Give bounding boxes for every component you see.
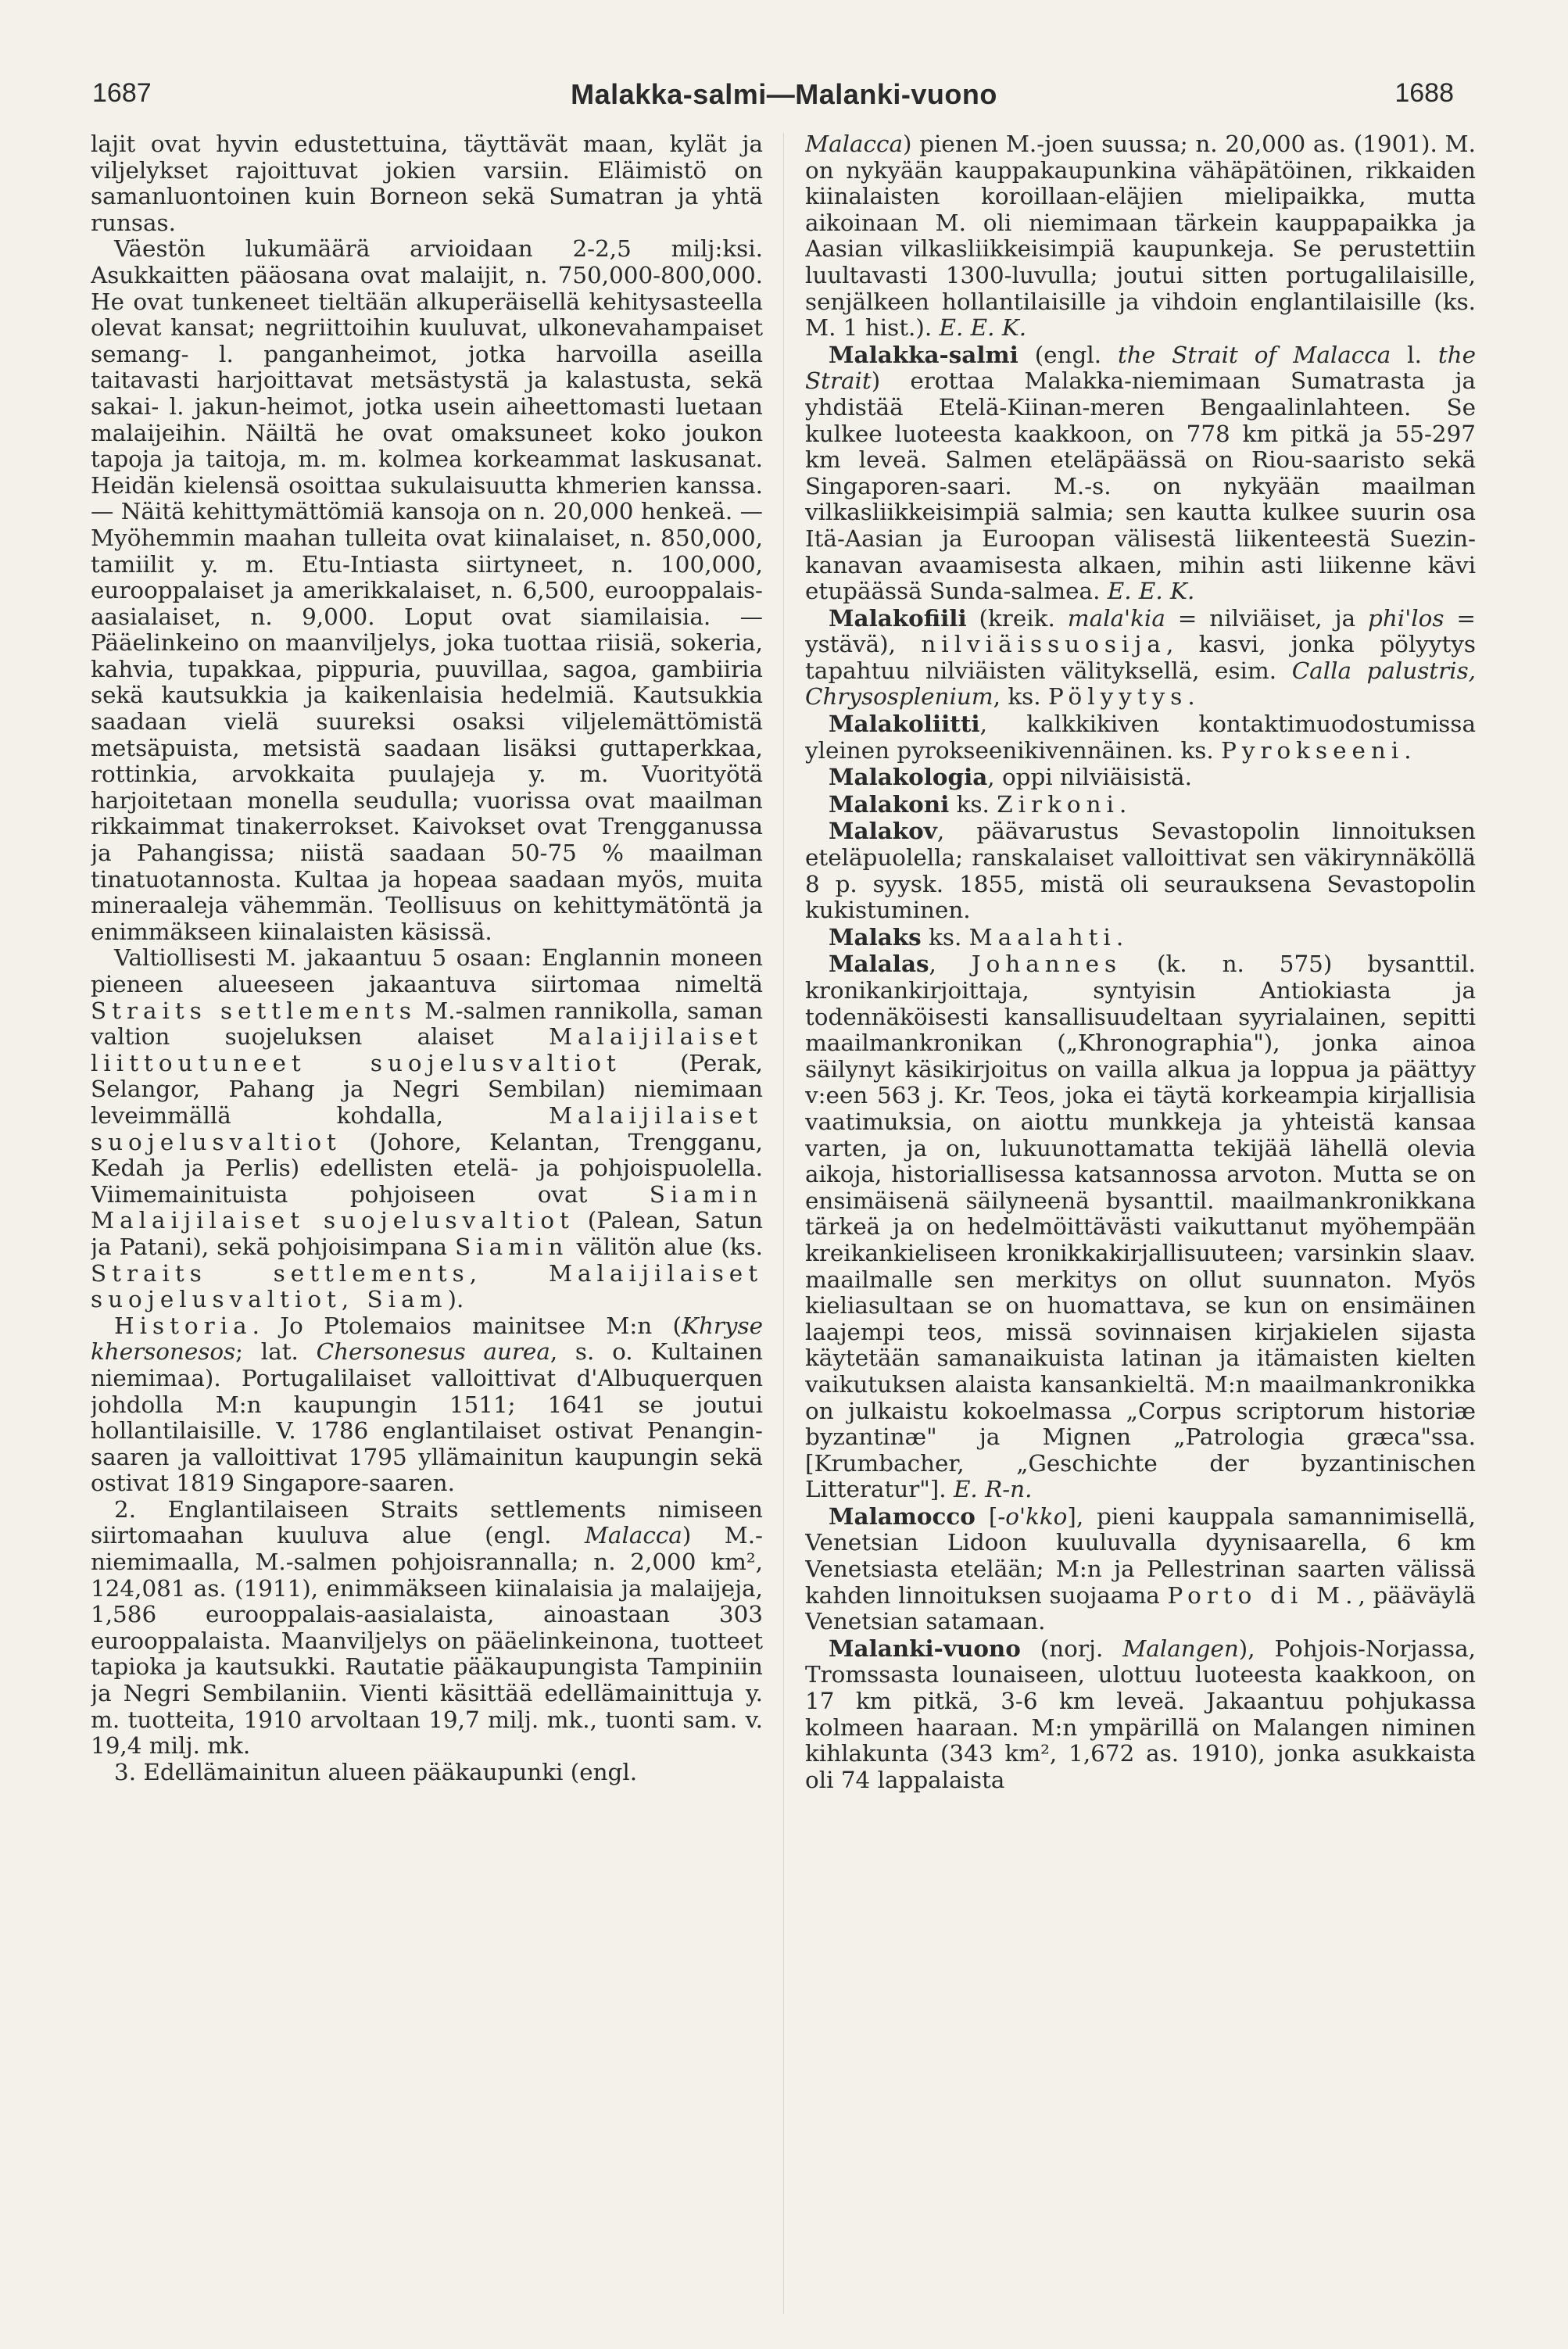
- paragraph: 2. Englantilaiseen Straits settlements nimiseen siirtomaahan kuuluva alue (engl. Malacca) M.-niemimaalla, M.-salmen pohjoisrannalla; n. 2,000 km², 124,081 as. (1911), enimmäkseen kiinalaisia ja malaijeja, 1,586 eurooppalais-aasialaista, ainoastaan 303 eurooppalaista. Maanviljelys on pääelinkeinona, tuotteet tapioka ja kautsukki. Rautatie pääkaupungista Tampiniin ja Negri Sembilaniin. Vienti käsittää edellämainittuja y. m. tuotteita, 1910 arvoltaan 19,7 milj. mk., tuonti sam. v. 19,4 milj. mk.: [91, 1495, 763, 1760]
- entry-malakka-salmi: Malakka-salmi (engl. the Strait of Malacca l. the Strait) erottaa Malakka-niemimaan Sumatrasta ja yhdistää Etelä-Kiinan-meren Bengaalinlahteen. Se kulkee luoteesta kaakkoon, on 778 km pitkä ja 55-297 km leveä. Salmen eteläpäässä on Riou-saaristo sekä Singaporen-saari. M.-s. on nykyään maailman vilkasliikkeisimpiä salmia; sen kautta kulkee suurin osa Itä-Aasian ja Euroopan välisestä liikenteestä Suezin-kanavan avaamisesta alkaen, mihin asti liikenne kävi etupäässä Sunda-salmea. E. E. K.: [805, 340, 1476, 605]
- right-column: [805, 131, 1476, 2320]
- paragraph: Malacca) pienen M.-joen suussa; n. 20,000 as. (1901). M. on nykyään kauppakaupunkina vähäpätöinen, rikkaiden kiinalaisten koroillaan-eläjien mielipaikka, mutta aikoinaan M. oli niemimaan tärkein kauppapaikka ja Aasian vilkasliikkeisimpiä kaupunkeja. Se perustettiin luultavasti 1300-luvulla; joutui sitten portugalilaisille, senjälkeen hollantilaisille ja vihdoin englantilaisille (ks. M. 1 hist.). E. E. K.: [805, 131, 1476, 342]
- entry-malakoni: Malakoni ks. Zirkoni.: [829, 790, 1127, 818]
- entry-malakofiili: Malakofiili (kreik. mala'kia = nilviäiset, ja phi'los = ystävä), nilviäissuosija, kasvi, jonka pölyytys tapahtuu nilviäisten välityksellä, esim. Calla palustris, Chrysosplenium, ks. Pölyytys.: [805, 603, 1476, 711]
- running-title: Malakka-salmi—Malanki-vuono: [571, 78, 997, 110]
- page-number-right: 1688: [1394, 78, 1454, 108]
- paragraph: Valtiollisesti M. jakaantuu 5 osaan: Englannin moneen pieneen alueeseen jakaantuva siirtomaa nimeltä Straits settlements M.-salmen rannikolla, saman valtion suojeluksen alaiset Malaijilaiset liittoutuneet suojelusvaltiot (Perak, Selangor, Pahang ja Negri Sembilan) niemimaan leveimmällä kohdalla, Malaijilaiset suojelusvaltiot (Johore, Kelantan, Trengganu, Kedah ja Perlis) edellisten etelä- ja pohjoispuolella. Viimemainituista pohjoiseen ovat Siamin Malaijilaiset suojelusvaltiot (Palean, Satun ja Patani), sekä pohjoisimpana Siamin välitön alue (ks. Straits settlements, Malaijilaiset suojelusvaltiot, Siam).: [91, 944, 763, 1313]
- entry-malaks: Malaks ks. Maalahti.: [829, 922, 1124, 951]
- paragraph: lajit ovat hyvin edustettuina, täyttävät maan, kylät ja viljelykset rajoittuvat jokien varsiin. Eläimistö on samanluontoinen kuin Borneon sekä Sumatran ja yhtä runsas.: [91, 131, 763, 236]
- column-divider: [783, 133, 784, 2314]
- paragraph: Historia. Jo Ptolemaios mainitsee M:n (Khryse khersonesos; lat. Chersonesus aurea, s. o. Kultainen niemimaa). Portugalilaiset valloittivat d'Albuquerquen johdolla M:n kaupungin 1511; 1641 se joutui hollantilaisille. V. 1786 englantilaiset ostivat Penangin-saaren ja valloittivat 1795 yllämainitun kaupungin sekä ostivat 1819 Singapore-saaren.: [91, 1312, 763, 1497]
- entry-malalas: Malalas, Johannes (k. n. 575) bysanttil. kronikankirjoittaja, syntyisin Antiokiasta ja todennäköisesti kansallisuudeltaan syyrialainen, sepitti maailmankronikan („Khronographia"), jonka ainoa säilynyt käsikirjoitus on vailla alkua ja loppua ja päättyy v:een 563 j. Kr. Teos, joka ei täytä korkeampia kirjallisia vaatimuksia, on aiottu munkkeja ja yhteistä kansaa varten, ja on, lukuunottamatta tekijää lähellä olevia aikoja, historiallisessa katsannossa arvoton. Mutta se on ensimäisenä säilyneenä bysanttil. maailmankronikkana tärkeä ja on hedelmöittävästi vaikuttanut myöhempään kreikankieliseen kronikkakirjallisuuteen; varsinkin slaav. maailmalle sen merkitys on ollut suunnaton. Myös kieliasultaan se on huomattava, se kun on ensimäinen laajempi teos, missä sovinnaisen kirjakielen sijasta käytetään samanaikuista latinan ja itämaisten kielten vaikutuksen alaista kansankieltä. M:n maailmankronikka on julkaistu kokoelmassa „Corpus scriptorum historiæ byzantinæ" ja Mignen „Patrologia græca"ssa. [Krumbacher, „Geschichte der byzantinischen Litteratur"]. E. R-n.: [805, 950, 1476, 1503]
- paragraph: 3. Edellämainitun alueen pääkaupunki (engl.: [114, 1758, 638, 1785]
- paragraph: Väestön lukumäärä arvioidaan 2-2,5 milj:ksi. Asukkaitten pääosana ovat malaijit, n. 750,000-800,000. He ovat tunkeneet tieltään alkuperäisellä kehitysasteella olevat kansat; negriittoihin kuuluvat, ulkonevahampaiset semang- l. panganheimot, jotka harvoilla aseilla taitavasti harjoittavat metsästystä ja kalastusta, sekä sakai- l. jakun-heimot, jotka usein aiheettomasti luetaan malaijeihin. Näiltä he ovat omaksuneet koko joukon tapoja ja taitoja, m. m. kolmea korkeammat laskusanat. Heidän kielensä osoittaa sukulaisuutta khmerien kanssa. — Näitä kehittymättömiä kansoja on n. 20,000 henkeä. — Myöhemmin maahan tulleita ovat kiinalaiset, n. 850,000, tamiilit y. m. Etu-Intiasta siirtyneet, n. 100,000, eurooppalaiset ja amerikkalaiset, n. 6,500, eurooppalais-aasialaiset, n. 9,000. Loput ovat siamilaisia. — Pääelinkeino on maanviljelys, joka tuottaa riisiä, sokeria, kahvia, tupakkaa, pippuria, puuvillaa, sagoa, gambiiria sekä kautsukkia ja kaikenlaisia hedelmiä. Kautsukkia saadaan vielä suureksi osaksi viljelemättömistä metsäpuista, metsistä saadaan lisäksi guttaperkkaa, rottinkia, arvokkaita puulajeja y. m. Vuorityötä harjoitetaan monella seudulla; vuorissa ovat maailman rikkaimmat tinakerrokset. Kaivokset ovat Trengganussa ja Pahangissa; niistä saadaan 50-75 % maailman tinatuotannosta. Kultaa ja hopeaa saadaan myös, muita mineraaleja vähemmän. Teollisuus on kehittymätöntä ja enimmäkseen kiinalaisten käsissä.: [91, 235, 763, 945]
- entry-malakov: Malakov, päävarustus Sevastopolin linnoituksen eteläpuolella; ranskalaiset valloittivat sen väkirynnäköllä 8 p. syysk. 1855, mistä oli seurauksena Sevastopolin kukistuminen.: [805, 817, 1476, 924]
- entry-malakoliitti: Malakoliitti, kalkkikiven kontaktimuodostumissa yleinen pyrokseenikivennäinen. ks. Pyrokseeni.: [805, 710, 1476, 764]
- entry-malakologia: Malakologia, oppi nilviäisistä.: [829, 763, 1192, 791]
- left-column: [91, 131, 763, 2320]
- entry-malanki-vuono: Malanki-vuono (norj. Malangen), Pohjois-Norjassa, Tromssasta lounaiseen, ulottuu luoteesta kaakkoon, on 17 km pitkä, 3-6 km leveä. Jakaantuu pohjukassa kolmeen haaraan. M:n ympärillä on Malangen niminen kihlakunta (343 km², 1,672 as. 1910), jonka asukkaista oli 74 lappalaista: [805, 1634, 1476, 1793]
- page-number-left: 1687: [92, 78, 152, 108]
- page-header: [0, 78, 1568, 125]
- entry-malamocco: Malamocco [-o'kko], pieni kauppala samannimisellä, Venetsian Lidoon kuuluvalla dyynisaarella, 6 km Venetsiasta etelään; M:n ja Pellestrinan saarten välissä kahden linnoituksen suojaama Porto di M., pääväylä Venetsian satamaan.: [805, 1502, 1476, 1635]
